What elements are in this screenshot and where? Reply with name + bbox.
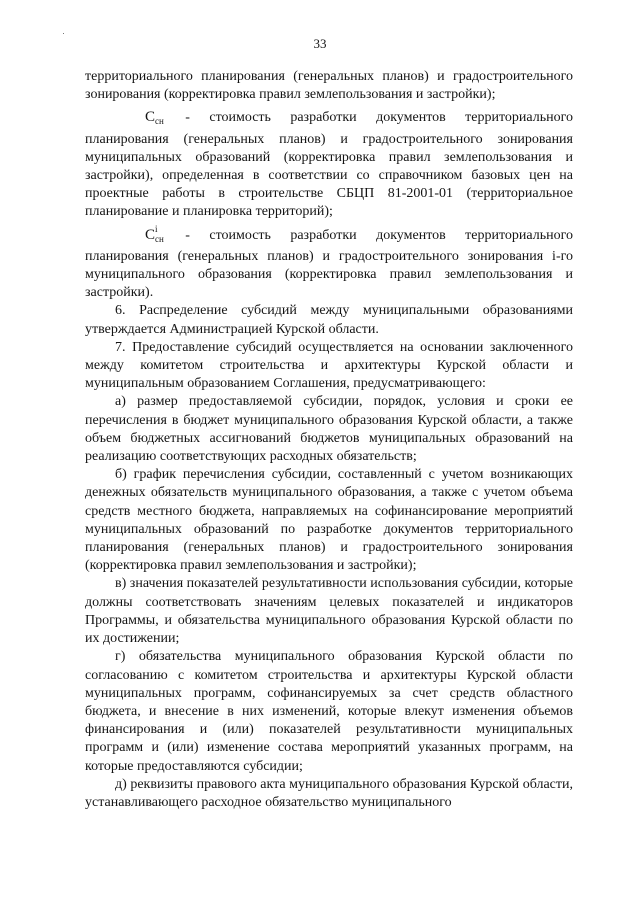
document-body	[85, 68, 573, 812]
formula-symbol-i: С i $_{сн}$	[145, 223, 164, 244]
paragraph-formula-term-i	[85, 223, 574, 303]
paragraph-subitem-v: в) значения показателей результативности использования субсидии, которые должны соответствовать значениям целевых показателей и индикаторов Программы, и обязательства муниципального образования Курской области по их достижении;	[85, 576, 573, 647]
paragraph-subitem-a: а) размер предоставляемой субсидии, порядок, условия и сроки ее перечисления в бюджет муниципального образования Курской области, а также объем бюджетных ассигнований бюджетов муниципальных образований на реализацию соответствующих расходных обязательств;	[85, 394, 573, 465]
formula-symbol: $С_{сн}$	[145, 109, 164, 127]
formula-term-definition: - стоимость разработки документов территориального планирования (генеральных планов) и градостроительного зонирования муниципальных образований (корректировка правил землепользования и застройки), определенная в соответствии со справочником базовых цен на проектные работы в строительстве СБЦП 81-2001-01 (территориальное планирование и планировка территорий);	[85, 110, 574, 220]
paragraph-subitem-d: д) реквизиты правового акта муниципального образования Курской области, устанавливающего расходное обязательство муниципального	[85, 776, 573, 810]
paragraph-item-6: 6. Распределение субсидий между муниципальными образованиями утверждается Администрацией Курской области.	[85, 303, 573, 337]
paragraph-subitem-g: г) обязательства муниципального образования Курской области по согласованию с комитетом строительства и архитектуры Курской области муниципальных программ, софинансируемых за счет средств областного бюджета, и внесение в них изменений, которые влекут изменения объемов финансирования и (или) показателей результативности муниципальных программ и (или) изменение состава мероприятий указанных программ, на которые предоставляются субсидии;	[85, 649, 573, 774]
scan-speck	[63, 33, 64, 34]
paragraph-continuation: территориального планирования (генеральных планов) и градостроительного зонирования (корректировка правил землепользования и застройки);	[85, 69, 573, 103]
paragraph-item-7: 7. Предоставление субсидий осуществляется на основании заключенного между комитетом строительства и архитектуры Курской области и муниципальным образованием Соглашения, предусматривающего:	[85, 339, 573, 392]
paragraph-subitem-b: б) график перечисления субсидии, составленный с учетом возникающих денежных обязательств муниципального образования, а также с учетом объема средств местного бюджета, направляемых на софинансирование мероприятий муниципальных образований по разработке документов территориального планирования (генеральных планов) и градостроительного зонирования (корректировка правил землепользования и застройки);	[85, 467, 573, 574]
paragraph-formula-term-total	[85, 108, 573, 221]
formula-term-definition-i: - стоимость разработки документов территориального планирования (генеральных планов) и градостроительного зонирования i-го муниципального образования (корректировка правил землепользования и застройки).	[85, 227, 574, 301]
page-number: 33	[313, 36, 327, 51]
